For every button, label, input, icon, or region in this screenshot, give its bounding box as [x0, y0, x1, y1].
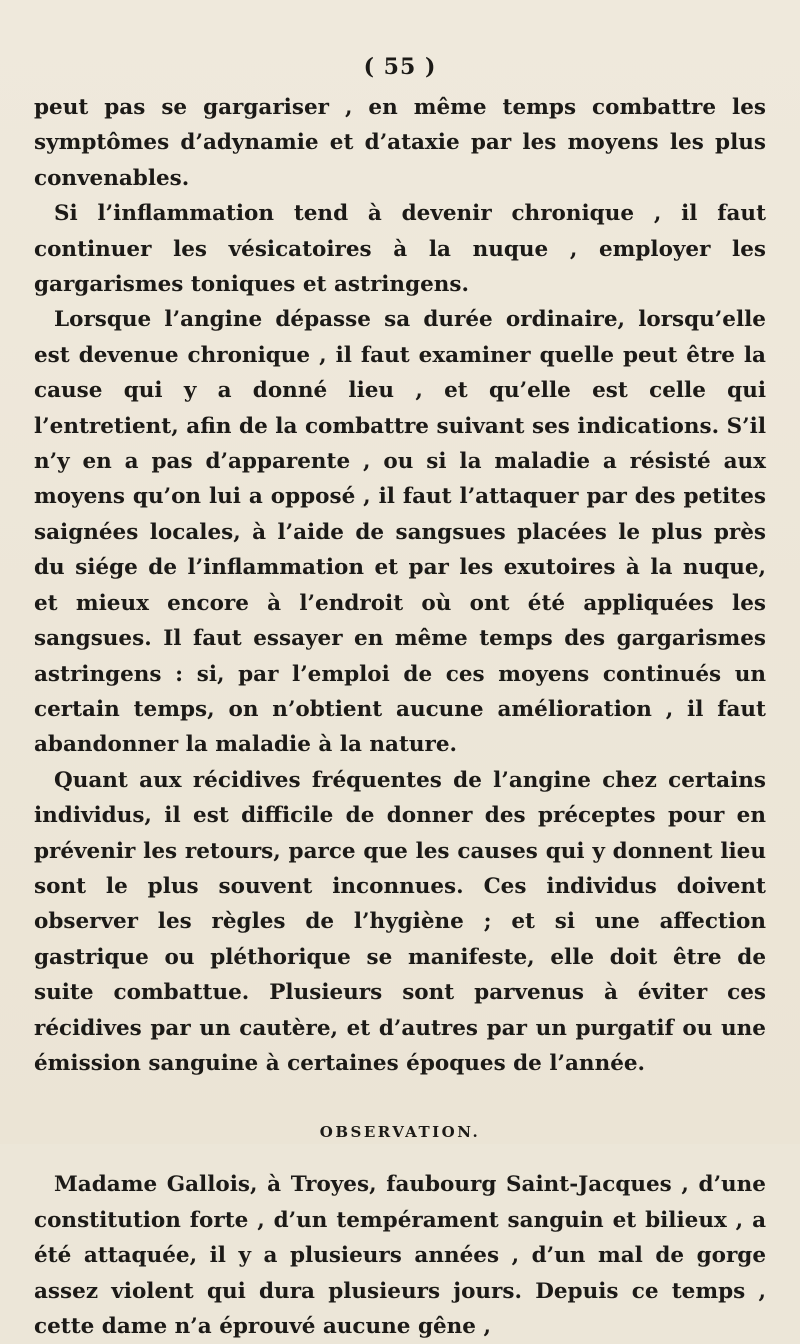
- paragraph-observation: Madame Gallois, à Troyes, faubourg Saint-Jacques , d’une constitution forte , d’un tempérament sanguin et bilieux , a été attaquée, il y a plusieurs années , d’un mal de gorge assez violent qui dura plusieurs jours. Depuis ce temps , cette dame n’a éprouvé aucune gêne ,: [34, 1172, 766, 1339]
- paragraph-recurrences: Quant aux récidives fréquentes de l’angine chez certains individus, il est difficile de donner des préceptes pour en prévenir les retours, parce que les causes qui y donnent lieu sont le plus souvent inconnues. Ces individus doivent observer les règles de l’hygiène ; et si une affection gastrique ou pléthorique se manifeste, elle doit être de suite combattue. Plusieurs sont parvenus à éviter ces récidives par un cautère, et d’autres par un purgatif ou une émission sanguine à certaines époques de l’année.: [34, 767, 766, 1076]
- observation-heading: OBSERVATION.: [319, 1123, 481, 1142]
- paragraph-chronic-angina: Lorsque l’angine dépasse sa durée ordinaire, lorsqu’elle est devenue chronique , il faut examiner quelle peut être la cause qui y a donné lieu , et qu’elle est celle qui l’entretient, afin de la combattre suivant ses indications. S’il n’y en a pas d’apparente , ou si la maladie a résisté aux moyens qu’on lui a opposé , il faut l’attaquer par des petites saignées locales, à l’aide de sangsues placées le plus près du siége de l’inflammation et par les exutoires à la nuque, et mieux encore à l’endroit où ont été appliquées les sangsues. Il faut essayer en même temps des gargarismes astringens : si, par l’emploi de ces moyens continués un certain temps, on n’obtient aucune amélioration , il faut abandonner la maladie à la nature.: [34, 307, 766, 758]
- paragraph-chronic-inflammation: Si l’inflammation tend à devenir chronique , il faut continuer les vésicatoires à la nuque , employer les gargarismes toniques et astringens.: [34, 201, 766, 298]
- paragraph-continuation: peut pas se gargariser , en même temps combattre les symptômes d’adynamie et d’ataxie par les moyens les plus convenables.: [34, 95, 766, 191]
- page-number: ( 55 ): [363, 54, 437, 80]
